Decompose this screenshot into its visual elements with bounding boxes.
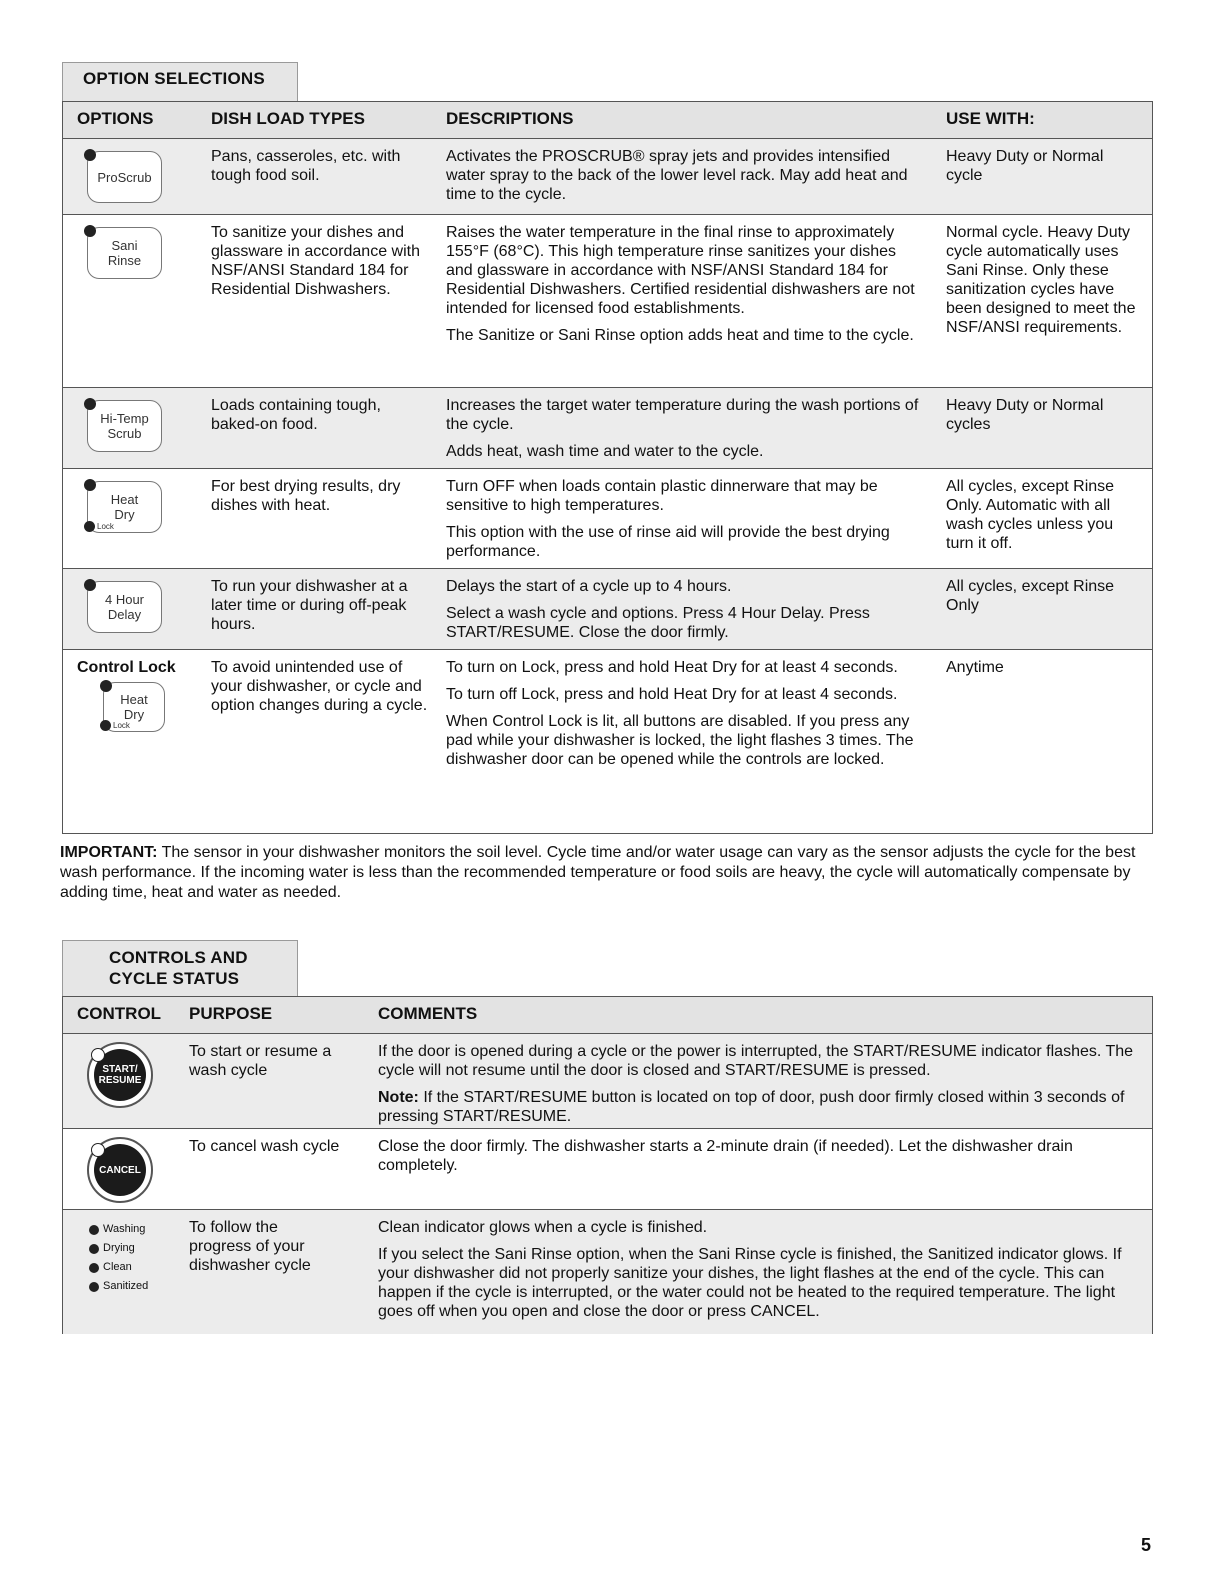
section-title-line2: CYCLE STATUS bbox=[109, 969, 240, 988]
lock-indicator: Lock bbox=[84, 519, 114, 534]
purpose-cell: To cancel wash cycle bbox=[189, 1138, 340, 1155]
comments-cell: If the door is opened during a cycle or the power is interrupted, the START/RESUME indicator flashes. The cycle will not resume until the door is closed and START/RESUME is pressed. Note: If the START/RESUME button is located on top of door, push door firmly closed within 3 seconds of pressing START/RESUME. bbox=[378, 1043, 1134, 1125]
status-drying: Drying bbox=[89, 1239, 148, 1258]
indicator-light-icon bbox=[91, 1048, 105, 1062]
dish-load-cell: Pans, casseroles, etc. with tough food soil. bbox=[211, 148, 401, 184]
description-cell: Turn OFF when loads contain plastic dinnerware that may be sensitive to high temperatures. This option with the use of rinse aid will provide the best drying performance. bbox=[446, 478, 890, 560]
indicator-light-icon bbox=[91, 1143, 105, 1157]
cycle-status-indicators bbox=[89, 1220, 148, 1296]
start-resume-button[interactable]: START/ RESUME bbox=[87, 1042, 153, 1108]
description-cell: Activates the PROSCRUB® spray jets and provides intensified water spray to the back of the lower level rack. May add heat and time to the cycle. bbox=[446, 148, 908, 203]
table-header bbox=[63, 997, 1152, 1034]
heat-dry-button[interactable]: Heat Dry Lock bbox=[87, 481, 162, 533]
lock-light-icon bbox=[84, 521, 95, 532]
note-label: Note: bbox=[378, 1089, 419, 1106]
status-washing: Washing bbox=[89, 1220, 148, 1239]
clean-light-icon bbox=[89, 1263, 99, 1273]
use-with-cell: Heavy Duty or Normal cycles bbox=[946, 397, 1104, 433]
header-descriptions: DESCRIPTIONS bbox=[446, 109, 574, 128]
indicator-light-icon bbox=[100, 680, 112, 692]
control-lock-heat-dry-button[interactable]: Heat Dry Lock bbox=[103, 682, 165, 732]
sani-rinse-button[interactable]: Sani Rinse bbox=[87, 227, 162, 279]
header-comments: COMMENTS bbox=[378, 1004, 478, 1023]
indicator-light-icon bbox=[84, 225, 96, 237]
drying-light-icon bbox=[89, 1244, 99, 1254]
indicator-light-icon bbox=[84, 149, 96, 161]
purpose-cell: To follow the progress of your dishwasher cycle bbox=[189, 1219, 311, 1274]
description-cell: To turn on Lock, press and hold Heat Dry for at least 4 seconds. To turn off Lock, press and hold Heat Dry for at least 4 seconds. When Control Lock is lit, all buttons are disabled. If you press any pad while your dishwasher is locked, the light flashes 3 times. The dishwasher door can be opened while the controls are locked. bbox=[446, 659, 914, 768]
use-with-cell: Heavy Duty or Normal cycle bbox=[946, 148, 1104, 184]
header-dish-load-types: DISH LOAD TYPES bbox=[211, 109, 365, 128]
header-control: CONTROL bbox=[77, 1004, 162, 1023]
comments-cell: Close the door firmly. The dishwasher starts a 2-minute drain (if needed). Let the dishwasher drain completely. bbox=[378, 1138, 1073, 1174]
table-row bbox=[63, 1210, 1152, 1334]
purpose-cell: To start or resume a wash cycle bbox=[189, 1043, 332, 1079]
control-lock-label: Control Lock bbox=[77, 659, 176, 676]
indicator-light-icon bbox=[84, 579, 96, 591]
important-text: The sensor in your dishwasher monitors the soil level. Cycle time and/or water usage can vary as the sensor adjusts the cycle for the best wash performance. If the incoming water is less than the recommended temperature or food soils are heavy, the cycle will automatically compensate by adding time, heat and water as needed. bbox=[60, 844, 1136, 901]
lock-indicator: Lock bbox=[100, 718, 130, 733]
dish-load-cell: To run your dishwasher at a later time or during off-peak hours. bbox=[211, 578, 408, 633]
table-row bbox=[63, 215, 1152, 388]
option-selections-tab bbox=[62, 62, 298, 102]
table-row bbox=[63, 650, 1152, 834]
description-cell: Delays the start of a cycle up to 4 hours. Select a wash cycle and options. Press 4 Hour Delay. Press START/RESUME. Close the door firmly. bbox=[446, 578, 870, 641]
description-cell: Raises the water temperature in the final rinse to approximately 155°F (68°C). This high temperature rinse sanitizes your dishes and glassware in accordance with NSF/ANSI Standard 184 for Residential Dishwashers. Certified residential dishwashers are not intended for licensed food establishments. The Sanitize or Sani Rinse option adds heat and time to the cycle. bbox=[446, 224, 915, 344]
table-row bbox=[63, 139, 1152, 215]
use-with-cell: Anytime bbox=[946, 659, 1004, 676]
table-row bbox=[63, 1034, 1152, 1129]
header-options: OPTIONS bbox=[77, 109, 154, 128]
header-purpose: PURPOSE bbox=[189, 1004, 273, 1023]
table-header bbox=[63, 102, 1152, 139]
status-sanitized: Sanitized bbox=[89, 1277, 148, 1296]
table-row bbox=[63, 469, 1152, 569]
indicator-light-icon bbox=[84, 398, 96, 410]
table-row bbox=[63, 1129, 1152, 1210]
indicator-light-icon bbox=[84, 479, 96, 491]
section-title-line1: CONTROLS AND bbox=[109, 948, 248, 967]
cancel-button[interactable]: CANCEL bbox=[87, 1137, 153, 1203]
use-with-cell: All cycles, except Rinse Only bbox=[946, 578, 1115, 614]
important-label: IMPORTANT: bbox=[60, 844, 158, 861]
important-note bbox=[60, 843, 1150, 903]
sanitized-light-icon bbox=[89, 1282, 99, 1292]
status-clean: Clean bbox=[89, 1258, 148, 1277]
dish-load-cell: For best drying results, dry dishes with heat. bbox=[211, 478, 401, 514]
controls-table bbox=[62, 996, 1153, 1334]
note-text: If the START/RESUME button is located on top of door, push door firmly closed within 3 seconds of pressing START/RESUME. bbox=[378, 1089, 1125, 1125]
controls-cycle-status-tab bbox=[62, 940, 298, 997]
dish-load-cell: To avoid unintended use of your dishwasher, or cycle and option changes during a cycle. bbox=[211, 659, 428, 714]
option-selections-table bbox=[62, 101, 1153, 834]
washing-light-icon bbox=[89, 1225, 99, 1235]
dish-load-cell: Loads containing tough, baked-on food. bbox=[211, 397, 381, 433]
section-title: OPTION SELECTIONS bbox=[83, 69, 265, 88]
dish-load-cell: To sanitize your dishes and glassware in accordance with NSF/ANSI Standard 184 for Residential Dishwashers. bbox=[211, 224, 420, 298]
four-hour-delay-button[interactable]: 4 Hour Delay bbox=[87, 581, 162, 633]
table-row bbox=[63, 569, 1152, 650]
table-row bbox=[63, 388, 1152, 469]
page-number: 5 bbox=[1140, 1535, 1151, 1555]
use-with-cell: All cycles, except Rinse Only. Automatic with all wash cycles unless you turn it off. bbox=[946, 478, 1115, 552]
description-cell: Increases the target water temperature during the wash portions of the cycle. Adds heat, wash time and water to the cycle. bbox=[446, 397, 919, 460]
header-use-with: USE WITH: bbox=[946, 109, 1035, 128]
use-with-cell: Normal cycle. Heavy Duty cycle automatically uses Sani Rinse. Only these sanitization cycles have been designed to meet the NSF/ANSI requirements. bbox=[946, 224, 1136, 336]
proscrub-button[interactable]: ProScrub bbox=[87, 151, 162, 203]
comments-cell: Clean indicator glows when a cycle is finished. If you select the Sani Rinse option, when the Sani Rinse cycle is finished, the Sanitized indicator glows. If your dishwasher did not properly sanitize your dishes, the light flashes at the end of the cycle. This can happen if the cycle is interrupted, or the water could not be heated to the required temperature. The light goes off when you open and close the door or press CANCEL. bbox=[378, 1219, 1122, 1320]
lock-light-icon bbox=[100, 720, 111, 731]
hi-temp-scrub-button[interactable]: Hi-Temp Scrub bbox=[87, 400, 162, 452]
